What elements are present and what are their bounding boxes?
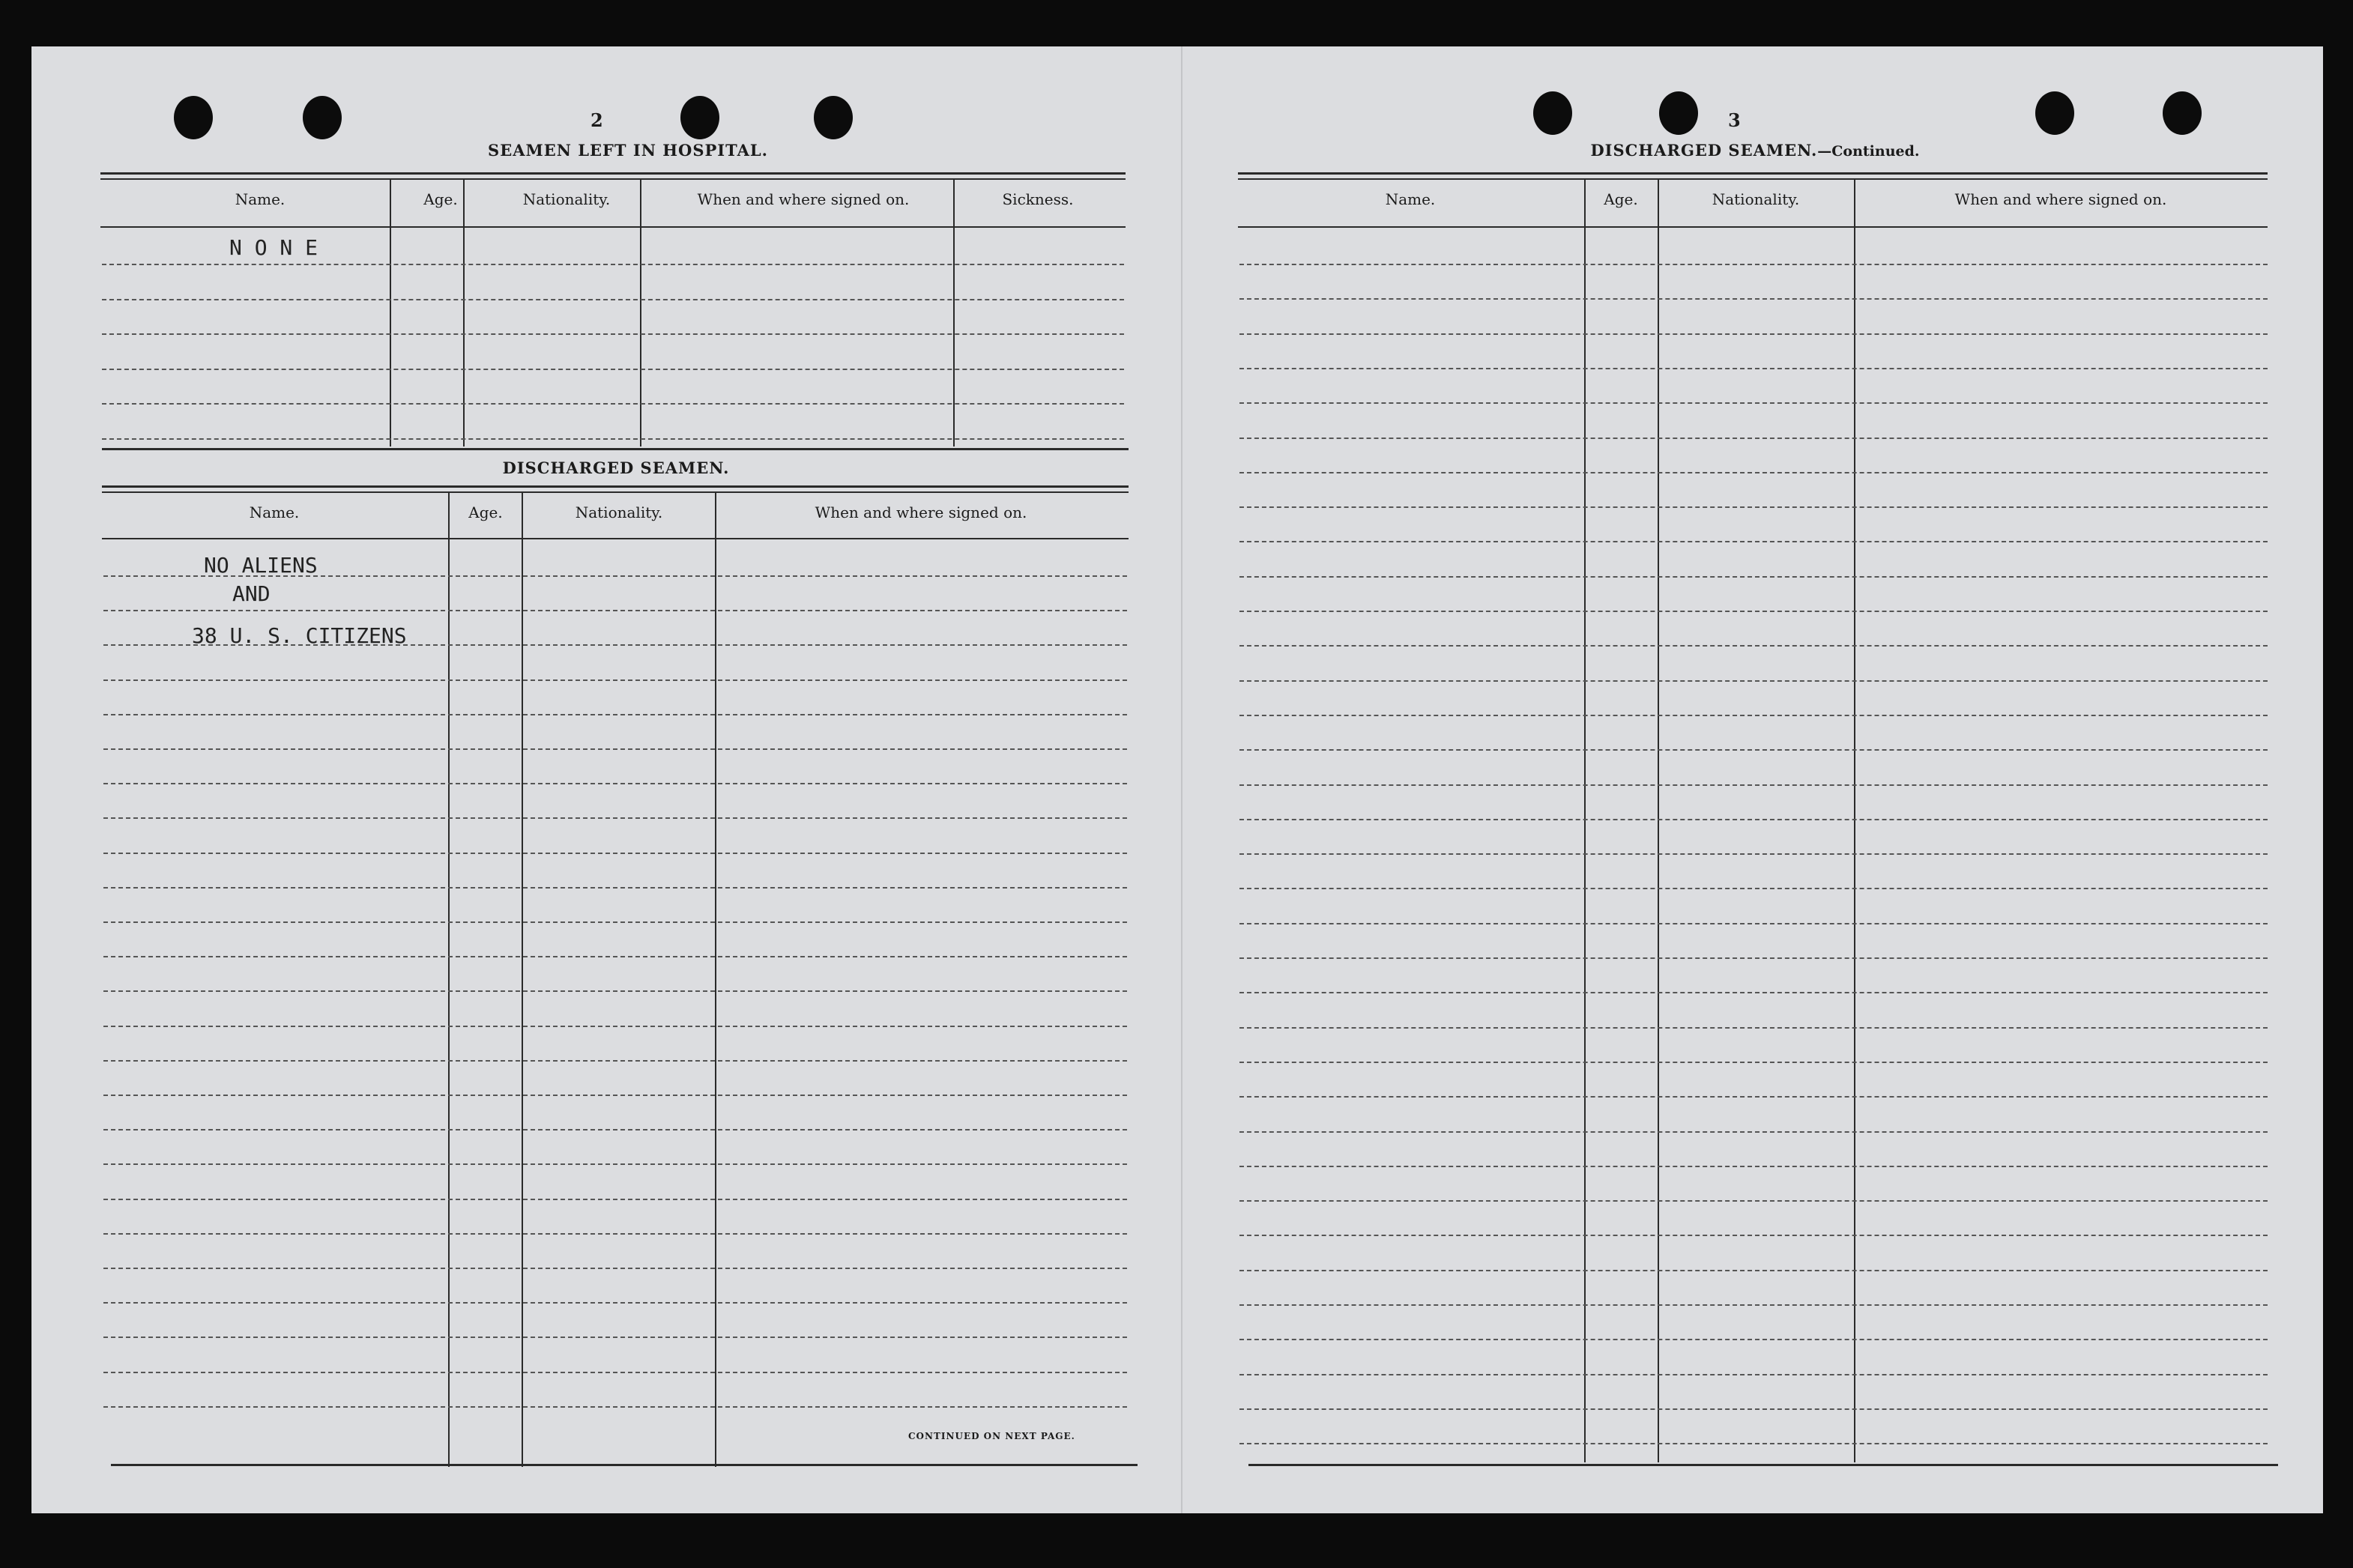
ruled-line: [1239, 819, 2268, 820]
discharged-entry-line-1: NO ALIENS: [204, 553, 318, 578]
ruled-line: [102, 438, 1124, 440]
ruled-line: [103, 817, 1127, 819]
ruled-line: [1239, 888, 2268, 889]
hospital-divider: [390, 180, 391, 447]
hospital-col-age: Age.: [423, 190, 458, 208]
ruled-line: [1239, 784, 2268, 786]
discharged-continued-title-main: DISCHARGED SEAMEN.: [1590, 141, 1818, 160]
hospital-top-rule: [100, 172, 1126, 175]
discharged-header-rule: [102, 538, 1129, 539]
punch-hole: [1659, 91, 1698, 135]
ruled-line: [102, 299, 1124, 300]
ruled-line: [1239, 576, 2268, 578]
ruled-line: [1239, 541, 2268, 542]
ruled-line: [1239, 298, 2268, 300]
ruled-line: [103, 1406, 1127, 1408]
discharged-entry-line-3: 38 U. S. CITIZENS: [192, 623, 407, 648]
hospital-divider: [953, 180, 955, 447]
ruled-line: [103, 921, 1127, 923]
ruled-line: [103, 990, 1127, 992]
ruled-line: [1239, 680, 2268, 682]
ruled-line: [103, 956, 1127, 957]
discharged-entry-line-2: AND: [232, 581, 271, 606]
ruled-line: [102, 369, 1124, 370]
ruled-line: [1239, 1235, 2268, 1236]
ruled-line: [102, 264, 1124, 265]
discharged-section-title: DISCHARGED SEAMEN.: [502, 458, 730, 477]
ruled-line: [1239, 264, 2268, 265]
discharged-continued-suffix: —Continued.: [1817, 143, 1920, 160]
ruled-line: [103, 853, 1127, 854]
ruled-line: [1239, 1408, 2268, 1410]
discharged-divider: [715, 493, 716, 1467]
ruled-line: [102, 403, 1124, 405]
ruled-line: [103, 1268, 1127, 1269]
ruled-line: [1239, 957, 2268, 959]
right-top-rule-2: [1238, 178, 2268, 180]
ruled-line: [1239, 1270, 2268, 1271]
right-col-signed-on: When and where signed on.: [1954, 190, 2167, 208]
hospital-col-sickness: Sickness.: [1002, 190, 1074, 208]
page-number-left: 2: [590, 109, 604, 131]
hospital-section-title: SEAMEN LEFT IN HOSPITAL.: [488, 141, 768, 160]
ruled-line: [1239, 402, 2268, 404]
ruled-line: [1239, 506, 2268, 508]
ruled-line: [1239, 853, 2268, 855]
discharged-divider: [522, 493, 523, 1467]
ruled-line: [103, 714, 1127, 715]
right-col-nationality: Nationality.: [1712, 190, 1800, 208]
continued-footer: CONTINUED ON NEXT PAGE.: [908, 1431, 1075, 1441]
hospital-divider: [640, 180, 641, 447]
right-header-rule: [1238, 226, 2268, 228]
ruled-line: [1239, 645, 2268, 647]
hospital-header-rule: [100, 226, 1126, 228]
ruled-line: [1239, 1339, 2268, 1340]
right-col-name: Name.: [1385, 190, 1436, 208]
ruled-line: [1239, 611, 2268, 612]
ruled-line: [1239, 368, 2268, 369]
discharged-col-age: Age.: [468, 503, 503, 521]
page-number-right: 3: [1728, 109, 1742, 131]
ruled-line: [1239, 1166, 2268, 1167]
ruled-line: [103, 679, 1127, 681]
discharged-col-nationality: Nationality.: [575, 503, 663, 521]
hospital-bottom-rule: [102, 448, 1129, 450]
ruled-line: [1239, 1062, 2268, 1063]
ruled-line: [103, 1199, 1127, 1200]
hospital-col-nationality: Nationality.: [522, 190, 611, 208]
punch-hole: [814, 96, 853, 139]
punch-hole: [174, 96, 213, 139]
ruled-line: [103, 1026, 1127, 1027]
ruled-line: [103, 1060, 1127, 1062]
punch-hole: [2035, 91, 2074, 135]
document-sheet: [31, 46, 2323, 1513]
ruled-line: [1239, 1027, 2268, 1029]
right-col-age: Age.: [1604, 190, 1638, 208]
right-top-rule: [1238, 172, 2268, 175]
discharged-continued-title: [1545, 141, 1965, 160]
discharged-col-signed-on: When and where signed on.: [815, 503, 1027, 521]
ruled-line: [1239, 923, 2268, 924]
punch-hole: [2163, 91, 2202, 135]
punch-hole: [303, 96, 342, 139]
punch-hole: [680, 96, 719, 139]
ruled-line: [1239, 749, 2268, 751]
right-bottom-rule: [1248, 1464, 2278, 1466]
ruled-line: [103, 610, 1127, 611]
ruled-line: [103, 748, 1127, 750]
ruled-line: [103, 1163, 1127, 1165]
discharged-top-rule-2: [102, 491, 1129, 493]
ruled-line: [103, 1233, 1127, 1235]
ruled-line: [1239, 1304, 2268, 1306]
punch-hole: [1533, 91, 1572, 135]
hospital-col-name: Name.: [235, 190, 286, 208]
ruled-line: [1239, 1131, 2268, 1133]
ruled-line: [1239, 472, 2268, 473]
discharged-bottom-rule: [111, 1464, 1138, 1466]
ruled-line: [103, 1129, 1127, 1130]
ruled-line: [1239, 333, 2268, 335]
ruled-line: [1239, 1443, 2268, 1444]
ruled-line: [103, 1095, 1127, 1096]
ruled-line: [1239, 1096, 2268, 1098]
hospital-divider: [463, 180, 465, 447]
ruled-line: [103, 783, 1127, 784]
discharged-divider: [448, 493, 450, 1467]
ruled-line: [103, 887, 1127, 889]
ruled-line: [1239, 1200, 2268, 1202]
ruled-line: [1239, 1374, 2268, 1375]
hospital-top-rule-2: [100, 178, 1126, 180]
ruled-line: [1239, 992, 2268, 993]
hospital-col-signed-on: When and where signed on.: [697, 190, 910, 208]
discharged-top-rule: [102, 485, 1129, 488]
hospital-entry-none: N O N E: [229, 235, 318, 260]
ruled-line: [103, 1302, 1127, 1304]
page-fold: [1181, 46, 1182, 1513]
discharged-col-name: Name.: [249, 503, 300, 521]
ruled-line: [103, 1372, 1127, 1373]
ruled-line: [103, 1337, 1127, 1338]
ruled-line: [1239, 438, 2268, 439]
ruled-line: [1239, 715, 2268, 716]
ruled-line: [102, 333, 1124, 335]
